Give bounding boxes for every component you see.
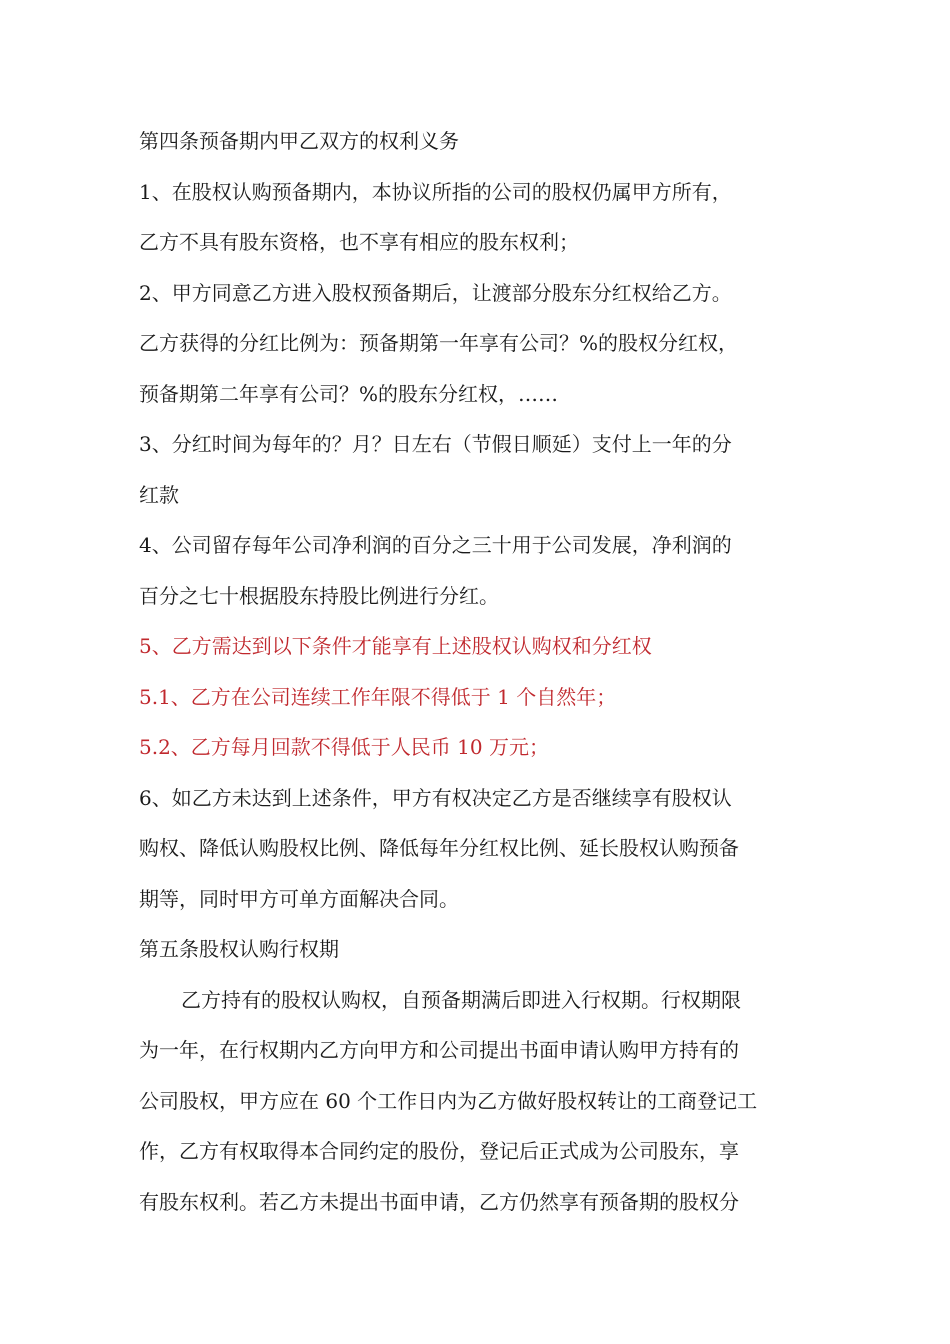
- text-line: 乙方持有的股权认购权，自预备期满后即进入行权期。行权期限: [181, 987, 741, 1012]
- text-line: 6、如乙方未达到上述条件，甲方有权决定乙方是否继续享有股权认: [139, 785, 732, 810]
- text-line: 期等，同时甲方可单方面解决合同。: [139, 886, 459, 911]
- text-line: 有股东权利。若乙方未提出书面申请，乙方仍然享有预备期的股权分: [139, 1189, 739, 1214]
- text-line: 购权、降低认购股权比例、降低每年分红权比例、延长股权认购预备: [139, 836, 739, 860]
- text-line: 乙方不具有股东资格，也不享有相应的股东权利；: [139, 230, 579, 254]
- text-line: 4、公司留存每年公司净利润的百分之三十用于公司发展，净利润的: [139, 533, 732, 557]
- text-line: 第四条预备期内甲乙双方的权利义务: [139, 129, 459, 153]
- text-line: 作，乙方有权取得本合同约定的股份，登记后正式成为公司股东，享: [139, 1139, 739, 1163]
- highlighted-text-line: 5.1、乙方在公司连续工作年限不得低于 1 个自然年；: [139, 684, 617, 709]
- text-line: 乙方获得的分红比例为：预备期第一年享有公司？%的股权分红权，: [139, 331, 739, 355]
- text-line: 公司股权，甲方应在 60 个工作日内为乙方做好股权转让的工商登记工: [139, 1088, 758, 1113]
- text-line: 为一年，在行权期内乙方向甲方和公司提出书面申请认购甲方持有的: [139, 1038, 739, 1062]
- document-body: [139, 116, 823, 1227]
- text-line: 预备期第二年享有公司？%的股东分红权，……: [139, 381, 559, 406]
- text-line: 1、在股权认购预备期内，本协议所指的公司的股权仍属甲方所有，: [139, 179, 732, 204]
- text-line: 红款: [139, 482, 179, 507]
- highlighted-text-line: 5、乙方需达到以下条件才能享有上述股权认购权和分红权: [139, 634, 652, 658]
- text-line: 2、甲方同意乙方进入股权预备期后，让渡部分股东分红权给乙方。: [139, 280, 732, 305]
- text-line: 第五条股权认购行权期: [139, 937, 339, 961]
- text-line: 3、分红时间为每年的？月？日左右（节假日顺延）支付上一年的分: [139, 432, 732, 456]
- text-line: 百分之七十根据股东持股比例进行分红。: [139, 583, 499, 608]
- highlighted-text-line: 5.2、乙方每月回款不得低于人民币 10 万元；: [139, 735, 549, 759]
